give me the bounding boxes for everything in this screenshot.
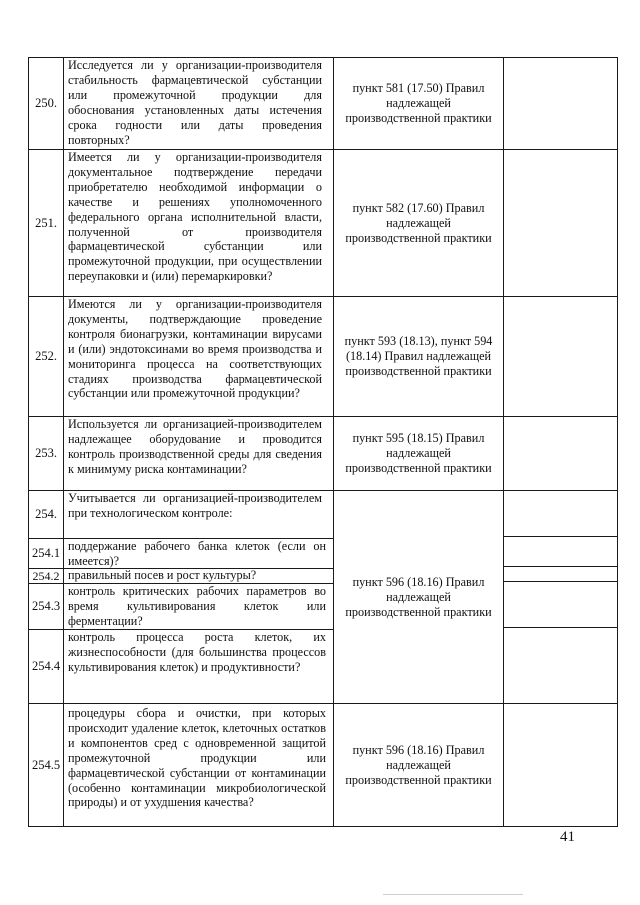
table-rule	[28, 826, 618, 827]
row-question: контроль критических рабочих параметров во время культивирования клеток или ферментации?	[68, 584, 326, 628]
row-question: контроль процесса роста клеток, их жизнеспособности (для большинства процессов культивирования клеток) и продуктивности?	[68, 630, 326, 674]
table-rule	[503, 536, 618, 537]
row-number: 250.	[35, 96, 57, 110]
table-rule	[503, 566, 618, 567]
row-reference: пункт 593 (18.13), пункт 594 (18.14) Правил надлежащей производственной практики	[344, 334, 493, 378]
row-reference: пункт 596 (18.16) Правил надлежащей производственной практики	[345, 742, 492, 787]
row-number: 252.	[35, 349, 57, 363]
scan-edge-mark	[383, 894, 523, 895]
row-number: 254.4	[31, 659, 61, 673]
row-reference: пункт 595 (18.15) Правил надлежащей производственной практики	[345, 431, 492, 475]
row-reference: пункт 582 (17.60) Правил надлежащей производственной практики	[345, 200, 492, 245]
row-question: Имеются ли у организации-производителя документы, подтверждающие проведение контроля бионагрузки, контаминации вирусами и (или) эндотоксинами во время производства и мониторинга процесса на соответствующих стадиях производства фармацевтической субстанции или промежуточной продукции?	[68, 297, 322, 401]
row-number: 254.1	[31, 546, 61, 560]
row-number: 251.	[35, 215, 57, 230]
row-reference: пункт 581 (17.50) Правил надлежащей производственной практики	[345, 81, 492, 125]
row-number: 254.5	[31, 757, 61, 772]
row-number: 254.	[35, 507, 57, 521]
table-rule	[503, 57, 504, 827]
row-reference-merged: пункт 596 (18.16) Правил надлежащей производственной практики	[345, 574, 492, 619]
row-question: Исследуется ли у организации-производителя стабильность фармацевтической субстанции или промежуточной продукции для обоснования установленных даты истечения срока годности или даты проведения повторных?	[68, 58, 322, 147]
row-number: 254.2	[32, 568, 60, 583]
row-number: 254.3	[31, 599, 61, 613]
row-number: 253.	[35, 446, 57, 460]
page-number: 41	[560, 829, 575, 845]
table-rule	[63, 57, 64, 827]
row-question: процедуры сбора и очистки, при которых происходит удаление клеток, клеточных остатков и компонентов сред с одновременной защитой промежуточной продукции или фармацевтической субстанции от контаминации (особенно контаминации микробиологической природы) и от ухудшения качества?	[68, 706, 326, 810]
row-question: Учитывается ли организацией-производителем при технологическом контроле:	[68, 491, 322, 520]
table-rule	[617, 57, 618, 827]
table-rule	[28, 703, 618, 704]
table-rule	[503, 627, 618, 628]
row-question: Имеется ли у организации-производителя документальное подтверждение передачи приобретателю необходимой информации о качестве и решениях уполномоченного федерального органа исполнительной власти, полученной от производителя фармацевтической субстанции или промежуточной продукции, при осуществлении переупаковки и (или) перемаркировки?	[68, 150, 322, 284]
row-question: Используется ли организацией-производителем надлежащее оборудование и проводится контроль производственной среды для сведения к минимуму риска контаминации?	[68, 417, 322, 476]
row-question: правильный посев и рост культуры?	[68, 568, 257, 582]
row-question: поддержание рабочего банка клеток (если он имеется)?	[68, 539, 326, 568]
table-rule	[503, 581, 618, 582]
